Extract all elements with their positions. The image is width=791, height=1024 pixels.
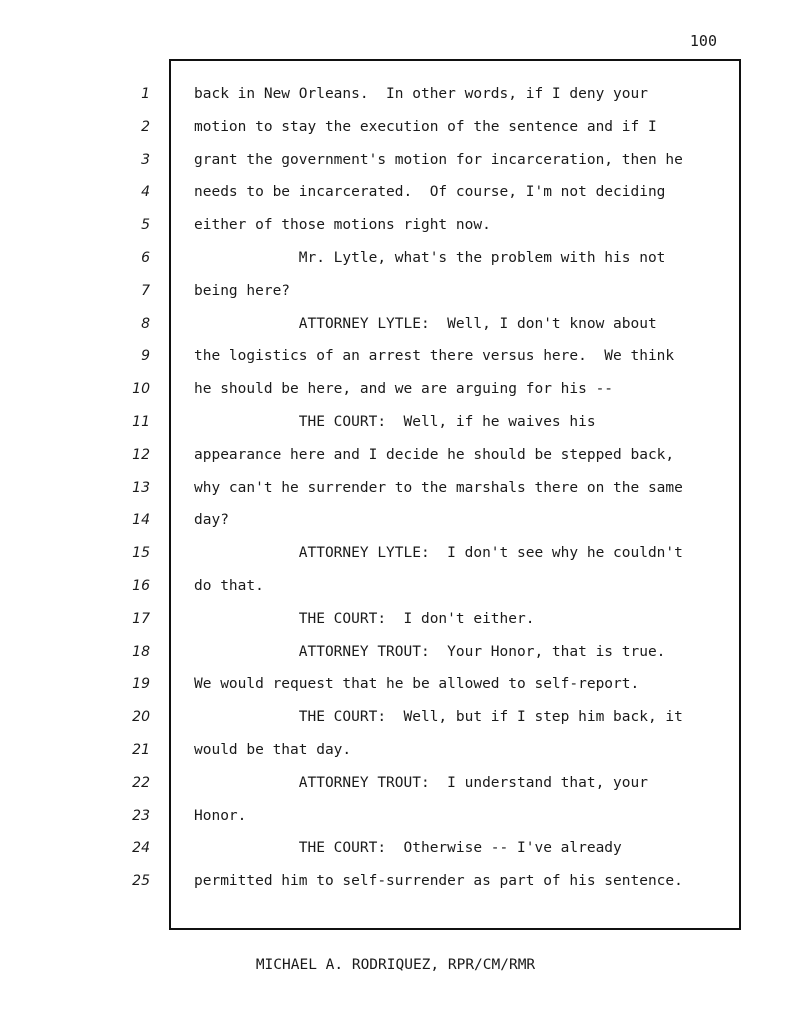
transcript-line: either of those motions right now. [194, 217, 491, 234]
transcript-line: permitted him to self-surrender as part of his sentence. [194, 873, 683, 890]
line-number: 11 [132, 413, 150, 430]
transcript-line: THE COURT: I don't either. [194, 610, 535, 627]
line-number: 14 [132, 512, 150, 529]
transcript-line: appearance here and I decide he should be stepped back, [194, 446, 675, 463]
line-number: 4 [141, 184, 150, 201]
transcript-line: back in New Orleans. In other words, if I deny your [194, 86, 648, 102]
transcript-line: needs to be incarcerated. Of course, I'm not deciding [194, 184, 666, 201]
transcript-line: why can't he surrender to the marshals there on the same [194, 479, 683, 496]
line-number: 21 [132, 741, 150, 758]
line-number: 10 [132, 381, 150, 398]
line-number: 18 [132, 643, 150, 660]
transcript-line: motion to stay the execution of the sentence and if I [194, 118, 657, 135]
line-number: 23 [132, 807, 150, 824]
line-number: 20 [132, 709, 150, 726]
page-number: 100 [689, 32, 717, 50]
transcript-line: THE COURT: Otherwise -- I've already [194, 840, 622, 857]
transcript-line: ATTORNEY LYTLE: Well, I don't know about [194, 315, 657, 332]
line-number: 5 [141, 217, 150, 234]
line-number: 19 [132, 676, 150, 693]
line-number: 3 [141, 151, 150, 168]
line-number: 22 [132, 774, 150, 791]
transcript-line: the logistics of an arrest there versus here. We think [194, 348, 675, 365]
line-number: 24 [132, 840, 150, 857]
line-number: 6 [141, 249, 150, 266]
transcript-line: Honor. [194, 807, 247, 824]
line-number: 15 [132, 545, 150, 562]
transcript-line: ATTORNEY TROUT: I understand that, your [194, 774, 648, 791]
line-number: 17 [132, 610, 150, 627]
line-number-column [110, 80, 150, 900]
transcript-line: ATTORNEY LYTLE: I don't see why he couldn't [194, 545, 683, 562]
transcript-line: grant the government's motion for incarceration, then he [194, 151, 683, 168]
line-number: 2 [141, 118, 150, 135]
line-number: 1 [141, 86, 150, 102]
line-number: 9 [141, 348, 150, 365]
transcript-line: day? [194, 512, 229, 529]
transcript-line: would be that day. [194, 741, 352, 758]
transcript-line: THE COURT: Well, but if I step him back, it [194, 709, 683, 726]
transcript-line: THE COURT: Well, if he waives his [194, 413, 596, 430]
reporter-footer: MICHAEL A. RODRIQUEZ, RPR/CM/RMR [255, 957, 536, 973]
line-number: 16 [132, 577, 150, 594]
line-number: 7 [141, 282, 150, 299]
transcript-line: ATTORNEY TROUT: Your Honor, that is true. [194, 643, 666, 660]
transcript-line: do that. [194, 577, 264, 594]
transcript-text [194, 80, 729, 900]
line-number: 12 [132, 446, 150, 463]
line-number: 13 [132, 479, 150, 496]
transcript-line: Mr. Lytle, what's the problem with his not [194, 249, 666, 266]
transcript-line: being here? [194, 282, 291, 299]
transcript-line: he should be here, and we are arguing for his -- [194, 381, 614, 398]
line-number: 25 [132, 873, 150, 890]
transcript-line: We would request that he be allowed to self-report. [194, 676, 640, 693]
line-number: 8 [141, 315, 150, 332]
